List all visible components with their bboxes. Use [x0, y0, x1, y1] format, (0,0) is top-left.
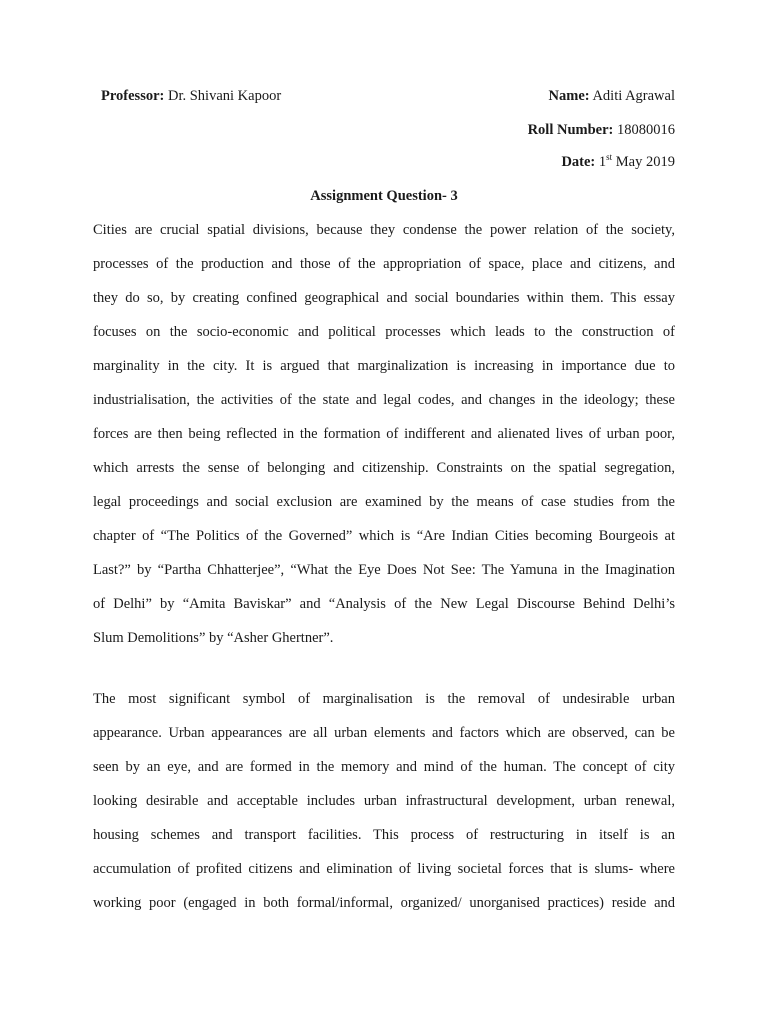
roll-number-line	[528, 121, 675, 139]
professor-line	[101, 87, 281, 105]
name-value: Aditi Agrawal	[592, 88, 675, 104]
paragraph-line: accumulation of profited citizens and elimination of living societal forces that is slums- where	[93, 861, 675, 877]
paragraph-line: processes of the production and those of the appropriation of space, place and citizens, and	[93, 256, 675, 272]
paragraph-line: appearance. Urban appearances are all urban elements and factors which are observed, can be	[93, 725, 675, 741]
paragraph-line: seen by an eye, and are formed in the memory and mind of the human. The concept of city	[93, 759, 675, 775]
professor-label: Professor:	[101, 88, 165, 104]
paragraph-line: industrialisation, the activities of the state and legal codes, and changes in the ideology; these	[93, 392, 675, 408]
paragraph-line: legal proceedings and social exclusion are examined by the means of case studies from the	[93, 494, 675, 510]
paragraph-line: of Delhi” by “Amita Baviskar” and “Analysis of the New Legal Discourse Behind Delhi’s	[93, 596, 675, 612]
name-label: Name:	[548, 88, 590, 104]
student-name-line	[549, 87, 675, 105]
paragraph-line: housing schemes and transport facilities. This process of restructuring in itself is an	[93, 827, 675, 843]
paragraph-line: looking desirable and acceptable includes urban infrastructural development, urban renewal,	[93, 793, 675, 809]
paragraph-line: Slum Demolitions” by “Asher Ghertner”.	[93, 630, 334, 646]
paragraph-line: they do so, by creating confined geographical and social boundaries within them. This essay	[93, 290, 675, 306]
paragraph-line: Last?” by “Partha Chhatterjee”, “What the Eye Does Not See: The Yamuna in the Imagination	[93, 562, 675, 578]
paragraph-line: which arrests the sense of belonging and citizenship. Constraints on the spatial segregation,	[93, 460, 675, 476]
date-day: 1	[598, 154, 607, 170]
paragraph-line: Cities are crucial spatial divisions, because they condense the power relation of the society,	[93, 222, 675, 238]
paragraph-line: The most significant symbol of marginalisation is the removal of undesirable urban	[93, 691, 675, 707]
roll-value: 18080016	[617, 122, 675, 138]
date-line	[561, 153, 675, 171]
paragraph-1	[93, 221, 675, 663]
date-label: Date:	[561, 154, 596, 170]
roll-label: Roll Number:	[527, 122, 614, 138]
paragraph-line: working poor (engaged in both formal/informal, organized/ unorganised practices) reside and	[93, 895, 675, 911]
paragraph-2	[93, 690, 675, 928]
paragraph-line: focuses on the socio-economic and political processes which leads to the construction of	[93, 324, 675, 340]
assignment-title: Assignment Question- 3	[310, 188, 458, 204]
date-suffix: st	[606, 152, 613, 162]
date-rest: May 2019	[615, 154, 675, 170]
paragraph-line: marginality in the city. It is argued that marginalization is increasing in importance due to	[93, 358, 675, 374]
paragraph-line: chapter of “The Politics of the Governed” which is “Are Indian Cities becoming Bourgeois at	[93, 528, 675, 544]
paragraph-line: forces are then being reflected in the formation of indifferent and alienated lives of urban poor,	[93, 426, 675, 442]
professor-value: Dr. Shivani Kapoor	[167, 88, 282, 104]
